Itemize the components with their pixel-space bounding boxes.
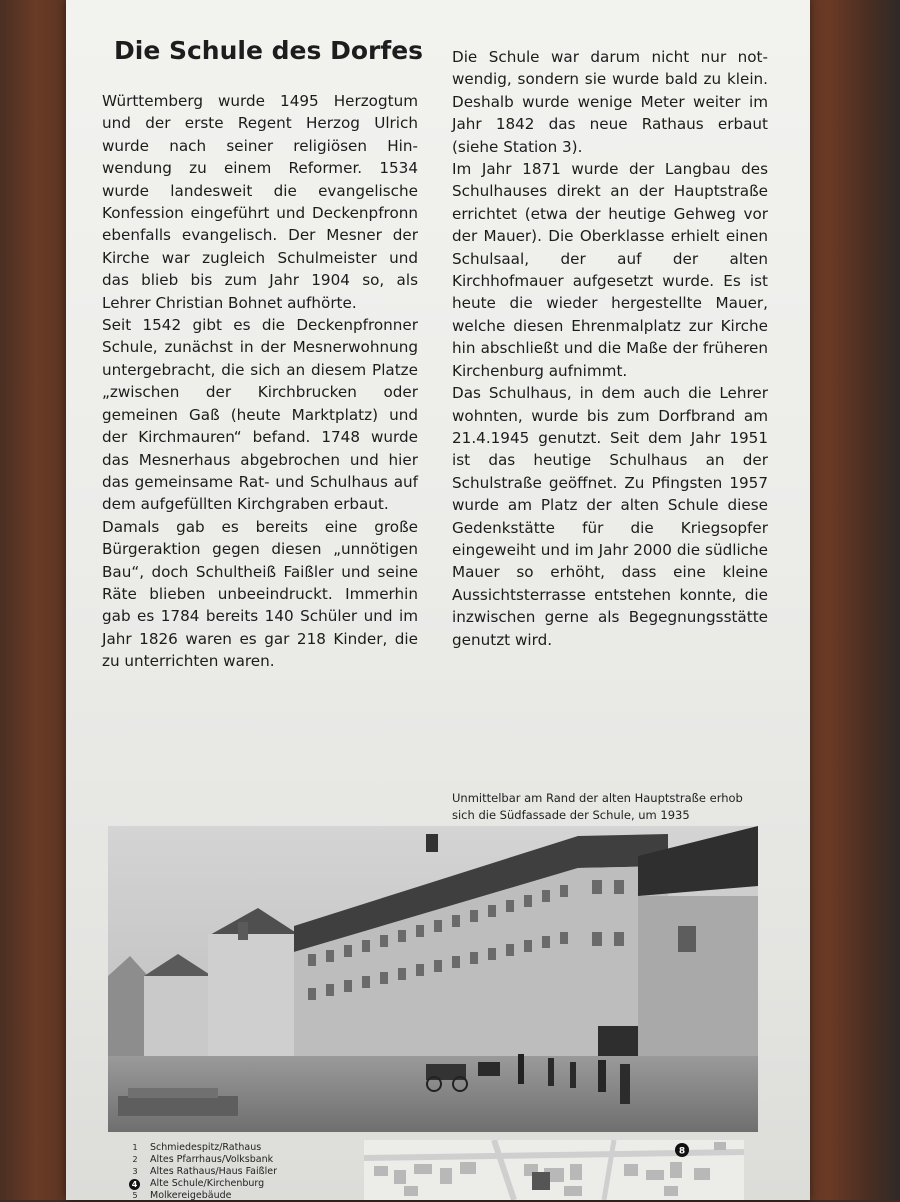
legend-number: 2 bbox=[132, 1155, 138, 1164]
legend-item-current bbox=[126, 1178, 356, 1190]
paragraph: Württemberg wurde 1495 Herzogtum und der erste Regent Herzog Ulrich wurde nach seiner religiösen Hinwendung zu einem Reformer. 1534 wurde landesweit die evangelische Konfession eingeführt und Deckenpfronn ebenfalls evangelisch. Der Mesner der Kirche war zugleich Schulmeister und das blieb bis zum Jahr 1904 so, als Lehrer Christian Bohnet aufhörte. bbox=[102, 92, 418, 312]
paragraph: Die Schule war darum nicht nur notwendig, sondern sie wurde bald zu klein. Deshalb wurde wenige Meter weiter im Jahr 1842 das neue Rathaus erbaut (siehe Station 3). bbox=[452, 48, 768, 156]
text-column-right bbox=[452, 46, 768, 651]
station-legend bbox=[126, 1142, 356, 1202]
legend-item bbox=[126, 1190, 356, 1202]
caption-line: sich die Südfassade der Schule, um 1935 bbox=[452, 808, 690, 822]
sign-title: Die Schule des Dorfes bbox=[114, 36, 424, 65]
legend-label: Alte Schule/Kirchenburg bbox=[150, 1178, 265, 1189]
legend-number: 3 bbox=[132, 1167, 138, 1176]
legend-item bbox=[126, 1166, 356, 1178]
paragraph: Seit 1542 gibt es die Deckenpfronner Schule, zunächst in der Mesnerwohnung untergebracht, die sich an diesem Platze „zwischen der Kirchbrucken oder gemeinen Gaß (heute Marktplatz) und der Kirchmauren“ befand. 1748 wurde das Mesnerhaus abgebrochen und hier das gemeinsame Rat- und Schulhaus auf dem aufgefüllten Kirchgraben erbaut. bbox=[102, 316, 418, 514]
historic-photo-drawing bbox=[108, 826, 758, 1132]
historic-photo bbox=[108, 826, 758, 1132]
current-station-marker: 4 bbox=[129, 1179, 140, 1190]
text-column-left bbox=[102, 90, 418, 673]
legend-label: Altes Rathaus/Haus Faißler bbox=[150, 1166, 278, 1177]
legend-number: 1 bbox=[132, 1143, 138, 1152]
legend-item bbox=[126, 1142, 356, 1154]
caption-line: Unmittelbar am Rand der alten Hauptstraße erhob bbox=[452, 791, 743, 805]
legend-label: Schmiedespitz/Rathaus bbox=[150, 1142, 262, 1153]
village-map bbox=[364, 1140, 744, 1200]
photo-caption bbox=[452, 790, 782, 824]
legend-label: Altes Pfarrhaus/Volksbank bbox=[150, 1154, 274, 1165]
legend-number: 5 bbox=[132, 1191, 138, 1200]
village-map-drawing bbox=[364, 1140, 744, 1200]
legend-label: Molkereigebäude bbox=[150, 1190, 232, 1201]
information-sign bbox=[66, 0, 810, 1200]
paragraph: Das Schulhaus, in dem auch die Lehrer wohnten, wurde bis zum Dorfbrand am 21.4.1945 genutzt. Seit dem Jahr 1951 ist das heutige Schulhaus an der Schulstraße geöffnet. Zu Pfingsten 1957 wurde am Platz der alten Schule diese Gedenkstätte für die Kriegsopfer eingeweiht und im Jahr 2000 die südliche Mauer so erhöht, dass eine kleine Aussichtsterrasse entstehen konnte, die inzwischen gerne als Begegnungsstätte genutzt wird. bbox=[452, 384, 768, 649]
paragraph: Damals gab es bereits eine große Bürgeraktion gegen diesen „unnötigen Bau“, doch Schultheiß Faißler und seine Räte blieben unbeeindruckt. Immerhin gab es 1784 bereits 140 Schüler und im Jahr 1826 waren es gar 218 Kinder, die zu unterrichten waren. bbox=[102, 517, 418, 671]
map-marker-number: 8 bbox=[678, 1146, 686, 1157]
paragraph: Im Jahr 1871 wurde der Langbau des Schulhauses direkt an der Hauptstraße errichtet (etwa der heutige Gehweg vor der Mauer). Die Oberklasse erhielt einen Schulsaal, der auf der alten Kirchhofmauer aufgesetzt wurde. Es ist heute die wieder hergestellte Mauer, welche diesen Ehrenmalplatz zur Kirche hin abschließt und die Maße der früheren Kirchenburg aufnimmt. bbox=[452, 160, 768, 380]
legend-item bbox=[126, 1154, 356, 1166]
